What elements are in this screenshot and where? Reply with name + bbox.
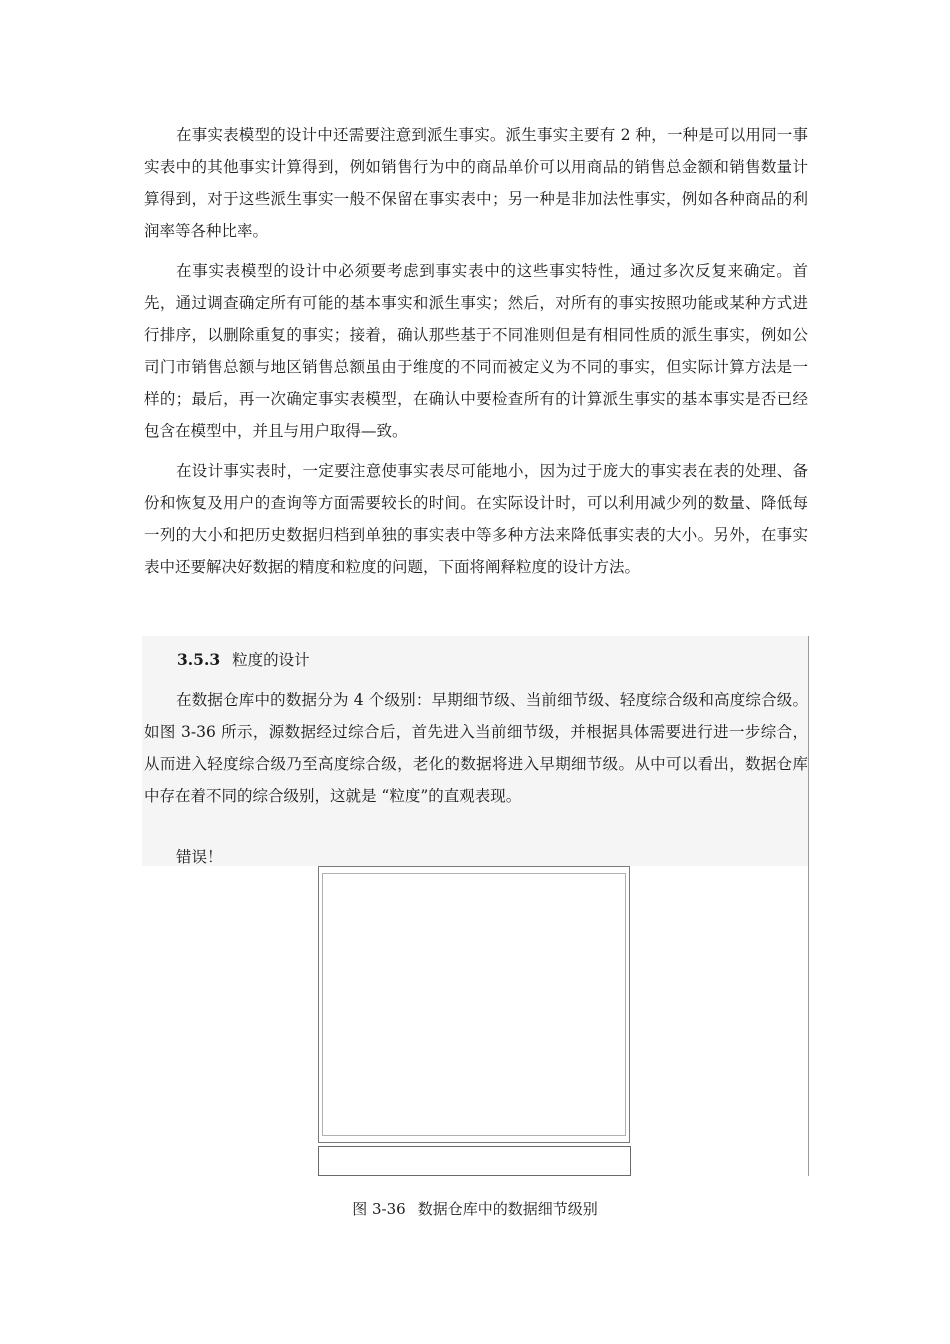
section-heading <box>177 644 310 676</box>
paragraph-granularity-levels: 在数据仓库中的数据分为 4 个级别：早期细节级、当前细节级、轻度综合级和高度综合级。如图 3-36 所示，源数据经过综合后，首先进入当前细节级，并根据具体需要进行进一步综合，从而进入轻度综合级乃至高度综合级，老化的数据将进入早期细节级。从中可以看出，数据仓库中存在着不同的综合级别，这就是 “粒度”的直观表现。 <box>144 691 808 805</box>
figure-caption <box>0 1196 950 1222</box>
figure-image-placeholder <box>322 873 626 1136</box>
error-reference-text: 错误！ <box>176 848 223 866</box>
right-margin-rule <box>808 866 809 1176</box>
section-number: 3.5.3 <box>177 650 221 669</box>
figure-bottom-strip <box>318 1146 631 1176</box>
section-title: 粒度的设计 <box>232 651 310 669</box>
paragraph-fact-characteristics: 在事实表模型的设计中必须要考虑到事实表中的这些事实特性，通过多次反复来确定。首先，通过调查确定所有可能的基本事实和派生事实；然后，对所有的事实按照功能或某种方式进行排序，以删除重复的事实；接着，确认那些基于不同准则但是有相同性质的派生事实，例如公司门市销售总额与地区销售总额虽由于维度的不同而被定义为不同的事实，但实际计算方法是一样的；最后，再一次确定事实表模型，在确认中要检查所有的计算派生事实的基本事实是否已经包含在模型中，并且与用户取得—致。 <box>144 262 808 440</box>
paragraph-fact-table-size: 在设计事实表时，一定要注意使事实表尽可能地小，因为过于庞大的事实表在表的处理、备份和恢复及用户的查询等方面需要较长的时间。在实际设计时，可以利用减少列的数量、降低每一列的大小和把历史数据归档到单独的事实表中等多种方法来降低事实表的大小。另外，在事实表中还要解决好数据的精度和粒度的问题，下面将阐释粒度的设计方法。 <box>144 462 808 576</box>
figure-caption-text: 数据仓库中的数据细节级别 <box>417 1200 598 1218</box>
paragraph-derived-facts: 在事实表模型的设计中还需要注意到派生事实。派生事实主要有 2 种，一种是可以用同一事实表中的其他事实计算得到，例如销售行为中的商品单价可以用商品的销售总金额和销售数量计算得到，对于这些派生事实一般不保留在事实表中；另一种是非加法性事实，例如各种商品的利润率等各种比率。 <box>144 126 808 240</box>
figure-number: 图 3-36 <box>352 1200 406 1218</box>
